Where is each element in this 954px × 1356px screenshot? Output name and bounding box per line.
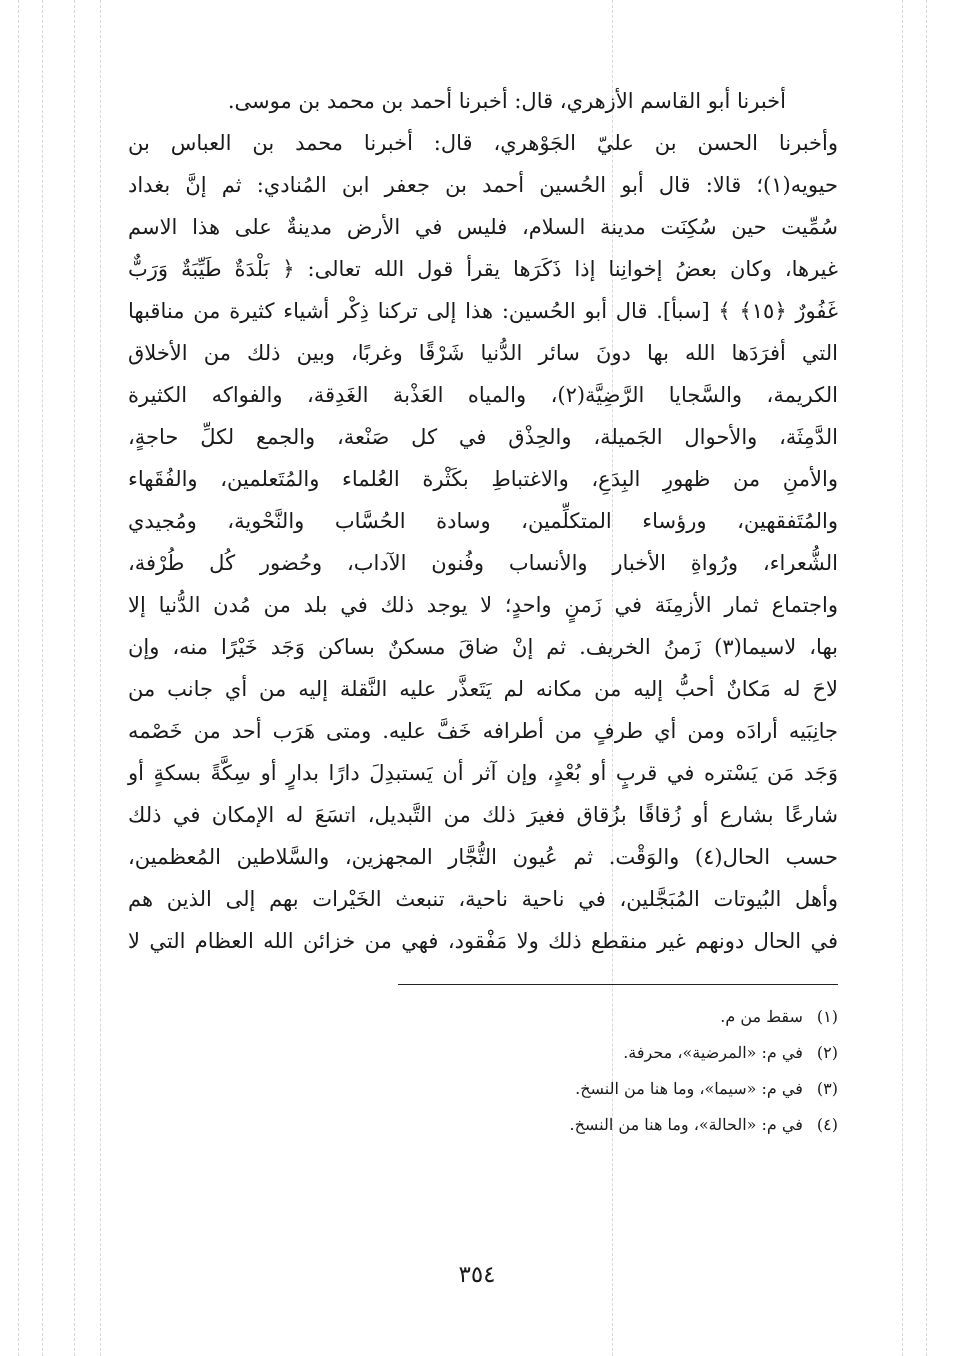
- text-line: شارعًا بشارع أو زُقاقًا بزُقاق فغيرَ ذلك من التَّبديل، اتسَعَ له الإمكان في ذلك: [128, 803, 838, 827]
- footnote: [128, 1107, 838, 1143]
- footnotes: [128, 999, 838, 1143]
- text-line: سُمِّيت حين سُكِنَت مدينة السلام، فليس في الأرض مدينةٌ على هذا الاسم: [128, 215, 838, 239]
- footnote: [128, 1071, 838, 1107]
- text-line: غيرها، وكان بعضُ إخوانِنا إذا ذَكَرَها يقرأ قول الله تعالى: ﴿ بَلْدَةٌ طَيِّبَةٌ وَرَبٌّ: [128, 257, 838, 281]
- text-line: بها، لاسيما(٣) زَمنُ الخريف. ثم إنْ ضاقَ مسكنٌ بساكن وَجَد خَيْرًا منه، وإن: [128, 635, 838, 659]
- footnote-number: (٤): [816, 1115, 838, 1134]
- main-text: [128, 80, 838, 962]
- text-line: والأمنِ من ظهورِ البِدَعِ، والاغتباطِ بكَثْرة العُلماء والمُتَعلمين، والفُقَهاء: [128, 467, 838, 491]
- text-line: وَجَد مَن يَسْتره في قربٍ أو بُعْدٍ، وإن آثر أن يَستبدِلَ دارًا بدارٍ أو سِكَّةً بسكةٍ أو: [128, 761, 838, 785]
- footnote-text: في م: «سيما»، وما هنا من النسخ.: [575, 1079, 803, 1098]
- text-line: التي أفرَدَها الله بها دونَ سائر الدُّنيا شَرْقًا وغربًا، وبين ذلك من الأخلاق: [128, 341, 838, 365]
- text-line: حسب الحال(٤) والوَقْت. ثم عُيون التُّجَّار المجهزين، والسَّلاطين المُعظمين،: [128, 845, 838, 869]
- footnote-divider: [398, 984, 838, 985]
- footnote: [128, 1035, 838, 1071]
- text-line: الكريمة، والسَّجايا الرَّضِيَّة(٢)، والمياه العَذْبة الغَدِقة، والفواكه الكثيرة: [128, 383, 838, 407]
- text-line: جانِبَيه أرادَه ومن أي طرفٍ من أطرافه خَفَّ عليه. ومتى هَرَب أحد من خَصْمه: [128, 719, 838, 743]
- footnote-text: سقط من م.: [720, 1007, 803, 1026]
- page-number: ٣٥٤: [458, 1262, 496, 1288]
- footnote-text: في م: «المرضية»، محرفة.: [623, 1043, 803, 1062]
- text-line: الدَّمِثَة، والأحوال الجَميلة، والحِذْق في كل صَنْعة، والجمع لكلِّ حاجةٍ،: [128, 425, 838, 449]
- text-line: وأهل البُيوتات المُبَجَّلين، في ناحية ناحية، تنبعث الخَيْرات بهم إلى الذين هم: [128, 887, 838, 911]
- text-line: حيويه(١)؛ قالا: قال أبو الحُسين أحمد بن جعفر ابن المُنادي: ثم إنَّ بغداد: [128, 173, 838, 197]
- text-line: والمُتَفقهين، ورؤساء المتكلِّمين، وسادة الحُسَّاب والنَّحْوية، ومُجيدي: [128, 509, 838, 533]
- text-line: أخبرنا أبو القاسم الأزهري، قال: أخبرنا أحمد بن محمد بن موسى.: [227, 89, 786, 113]
- footnote: [128, 999, 838, 1035]
- text-line: غَفُورٌ ﴿١٥﴾ ﴾ [سبأ]. قال أبو الحُسين: هذا إلى تركنا ذِكْر أشياء كثيرة من مناقبها: [128, 299, 839, 323]
- text-line: لاحَ له مَكانٌ أحبُّ إليه من مكانه لم يَتَعذَّر عليه النَّقلة إليه من أي جانب من: [128, 677, 838, 701]
- text-line: في الحال دونهم غير منقطع ذلك ولا مَفْقود، فهي من خزائن الله العظام التي لا: [128, 929, 838, 953]
- footnote-number: (١): [816, 1007, 838, 1026]
- page: [128, 80, 838, 1320]
- text-line: واجتماع ثمار الأزمِنَة في زَمنٍ واحدٍ؛ لا يوجد ذلك في بلد من مُدن الدُّنيا إلا: [128, 593, 838, 617]
- text-line: وأخبرنا الحسن بن عليّ الجَوْهري، قال: أخبرنا محمد بن العباس بن: [128, 131, 838, 155]
- footnote-text: في م: «الحالة»، وما هنا من النسخ.: [569, 1115, 803, 1134]
- footnote-number: (٣): [816, 1079, 838, 1098]
- footnote-number: (٢): [816, 1043, 838, 1062]
- text-line: الشُّعراء، ورُواةِ الأخبار والأنساب وفُنون الآداب، وحُضور كُل طُرْفة،: [128, 551, 838, 575]
